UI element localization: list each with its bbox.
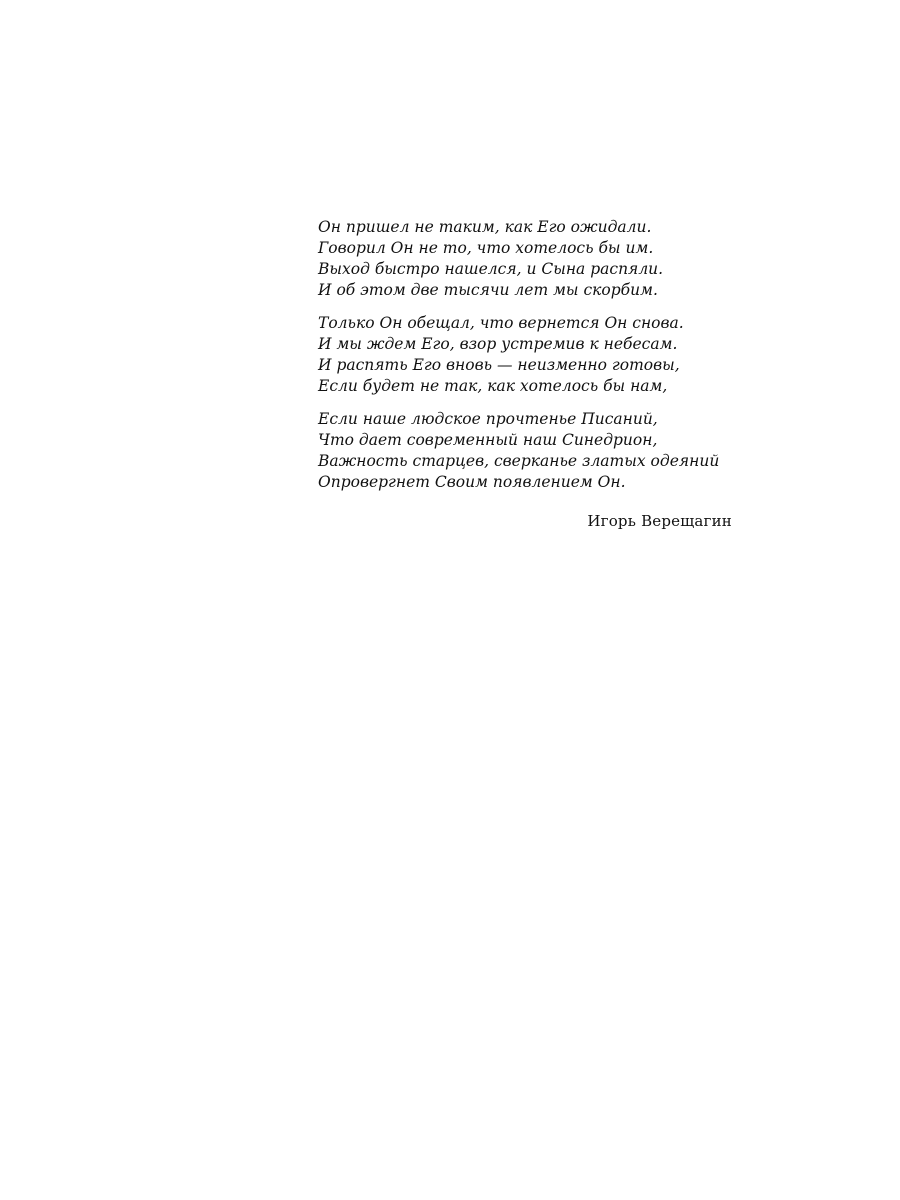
poem-line: И мы ждем Его, взор устремив к небесам. bbox=[318, 335, 678, 353]
poem-line: Опровергнет Своим появлением Он. bbox=[318, 473, 626, 491]
poem-stanza bbox=[318, 313, 738, 397]
poem-line: Если будет не так, как хотелось бы нам, bbox=[318, 377, 668, 395]
poem-line: И об этом две тысячи лет мы скорбим. bbox=[318, 281, 658, 299]
poem-line: Только Он обещал, что вернется Он снова. bbox=[318, 314, 684, 332]
poem-line: Выход быстро нашелся, и Сына распяли. bbox=[318, 260, 664, 278]
poem-line: Важность старцев, сверканье златых одеяний bbox=[318, 452, 720, 470]
poem-stanza bbox=[318, 217, 738, 301]
poem-author: Игорь Верещагин bbox=[587, 512, 732, 530]
poem-line: Он пришел не таким, как Его ожидали. bbox=[318, 218, 652, 236]
poem-epigraph bbox=[318, 217, 738, 505]
poem-line: Что дает современный наш Синедрион, bbox=[318, 431, 658, 449]
poem-line: Говорил Он не то, что хотелось бы им. bbox=[318, 239, 654, 257]
poem-line: И распять Его вновь — неизменно готовы, bbox=[318, 356, 680, 374]
poem-stanza bbox=[318, 409, 738, 493]
poem-line: Если наше людское прочтенье Писаний, bbox=[318, 410, 658, 428]
